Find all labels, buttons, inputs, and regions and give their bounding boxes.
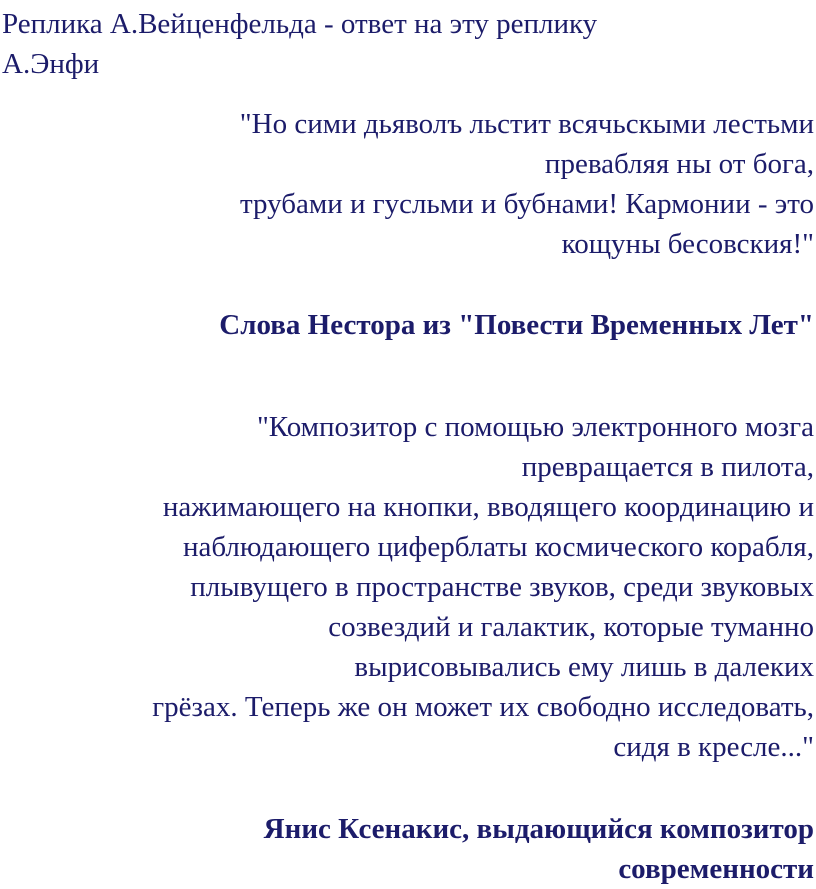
quote-line: трубами и гусльми и бубнами! Кармонии - это	[239, 188, 814, 220]
attribution-line: Янис Ксенакис, выдающийся композитор	[263, 813, 814, 845]
quote-line: "Композитор с помощью электронного мозга	[256, 411, 814, 443]
nestor-attribution	[2, 305, 814, 345]
xenakis-attribution	[2, 809, 814, 889]
slide-title	[2, 4, 802, 84]
quote-line: превабляя ны от бога,	[544, 148, 814, 180]
quote-line: превращается в пилота,	[521, 451, 814, 483]
attribution-line: Слова Нестора из "Повести Временных Лет"	[219, 309, 814, 341]
quote-line: грёзах. Теперь же он может их свободно исследовать,	[152, 691, 814, 723]
title-line: Реплика А.Вейценфельда - ответ на эту реплику	[2, 8, 598, 40]
quote-line: нажимающего на кнопки, вводящего координацию и	[162, 491, 814, 523]
title-line: А.Энфи	[2, 48, 100, 80]
attribution-line: современности	[618, 853, 814, 885]
quote-line: сидя в кресле..."	[613, 731, 814, 763]
quote-line: созвездий и галактик, которые туманно	[328, 611, 814, 643]
quote-line: наблюдающего циферблаты космического корабля,	[183, 531, 814, 563]
quote-line: плывущего в пространстве звуков, среди звуковых	[190, 571, 814, 603]
xenakis-quote	[2, 407, 814, 767]
quote-line: вырисовывались ему лишь в далеких	[354, 651, 814, 683]
nestor-quote	[2, 104, 814, 264]
quote-line: кощуны бесовския!"	[561, 228, 814, 260]
quote-line: "Но сими дьяволъ льстит всячьскыми лестьми	[239, 108, 814, 140]
